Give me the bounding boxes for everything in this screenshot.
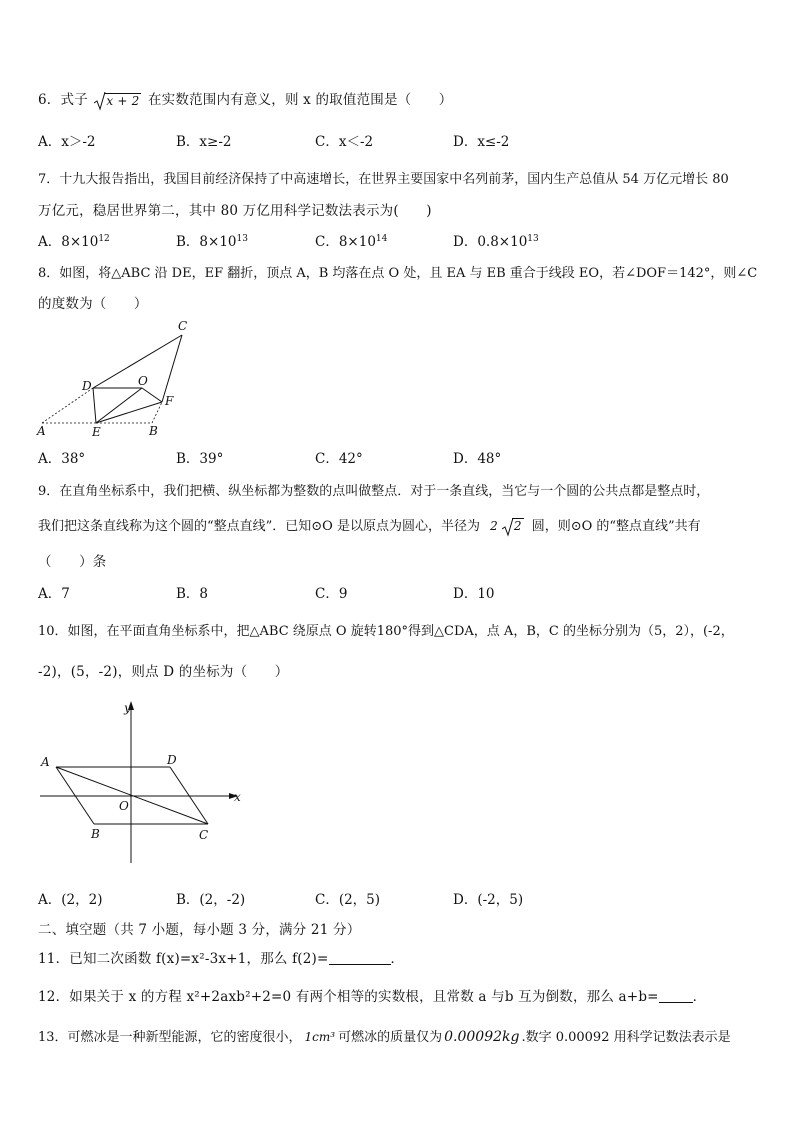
- q9-option-c: C．9: [315, 586, 348, 602]
- label-f: F: [165, 394, 174, 408]
- label-x: x: [234, 790, 241, 804]
- q11-stem: [38, 947, 404, 967]
- q8-stem-line2: 的度数为（ ）: [38, 296, 148, 312]
- q6-option-d: D．x≤-2: [453, 134, 510, 150]
- q8-option-a: A．38°: [38, 451, 86, 467]
- q10-stem-line2: -2)，(5，-2)，则点 D 的坐标为（ ）: [38, 664, 289, 680]
- section-heading: 二、填空题（共 7 小题，每小题 3 分，满分 21 分）: [38, 922, 361, 938]
- q7-stem-line1: 7．十九大报告指出，我国目前经济保持了中高速增长，在世界主要国家中名列前茅，国内生产总值从 54 万亿元增长 80: [38, 172, 729, 187]
- q10-option-b: B．(2，-2): [176, 892, 246, 908]
- q9-option-a: A．7: [38, 586, 70, 602]
- label-o: O: [138, 374, 148, 388]
- q7-option-c-exponent: 14: [375, 234, 388, 244]
- label-origin: O: [119, 799, 129, 813]
- q8-triangle-figure: [34, 315, 194, 440]
- label-a: A: [41, 755, 50, 769]
- q8-stem-line1: 8．如图，将△ABC 沿 DE，EF 翻折，顶点 A，B 均落在点 O 处，且 EA 与 EB 重合于线段 EO，若∠DOF＝142°，则∠C: [38, 266, 758, 281]
- q8-option-d: D．48°: [453, 451, 502, 467]
- q12-text: 12．如果关于 x 的方程 x²+2axb²+2=0 有两个相等的实数根，且常数 a 与b 互为倒数，那么 a+b=: [38, 989, 659, 1005]
- q13-suffix: .数字 0.00092 用科学记数法表示是: [521, 1030, 731, 1045]
- q10-option-a: A．(2，2): [38, 892, 103, 908]
- q9-stem-line1: 9．在直角坐标系中，我们把横、纵坐标都为整数的点叫做整点．对于一条直线，当它与一个圆的公共点都是整点时，: [38, 484, 710, 499]
- label-y: y: [124, 701, 131, 715]
- q7-option-a-exponent: 12: [98, 234, 110, 244]
- q7-option-a: [38, 230, 110, 250]
- q12-stem: [38, 985, 706, 1005]
- q10-stem-line1: 10．如图，在平面直角坐标系中，把△ABC 绕原点 O 旋转180°得到△CDA，点 A，B，C 的坐标分别为（5，2），(-2，: [38, 624, 734, 639]
- label-c: C: [199, 828, 209, 842]
- q6-prefix: 6．式子: [38, 92, 88, 108]
- q9-option-b: B．8: [176, 586, 209, 602]
- q6-stem: [38, 88, 452, 109]
- q13-prefix: 13．可燃冰是一种新型能源，它的密度很小，: [38, 1030, 302, 1045]
- q7-option-b-base: B．8×10: [176, 234, 237, 250]
- q13-middle: 可燃冰的质量仅为: [338, 1030, 443, 1045]
- fold-line-ad: [42, 388, 93, 423]
- q11-answer-blank[interactable]: [329, 952, 391, 965]
- q12-answer-blank[interactable]: [659, 990, 693, 1003]
- q11-end: ．: [390, 951, 405, 967]
- radius-expression: [488, 519, 523, 534]
- q8-option-c: C．42°: [315, 451, 363, 467]
- label-c: C: [178, 319, 188, 333]
- q6-option-b: B．x≥-2: [176, 134, 232, 150]
- q12-end: ．: [692, 989, 707, 1005]
- label-a: A: [37, 424, 46, 438]
- label-e: E: [92, 425, 101, 439]
- q13-mass: 0.00092kg: [444, 1029, 520, 1045]
- radicand: x + 2: [106, 93, 140, 108]
- label-b: B: [91, 827, 100, 841]
- q10-option-c: C．(2，5): [315, 892, 381, 908]
- q7-option-c: [315, 230, 387, 250]
- q9-stem-line2: [38, 515, 701, 534]
- q13-unit: 1cm³: [304, 1030, 336, 1044]
- q13-stem: [38, 1026, 731, 1045]
- q7-option-d: [453, 230, 539, 250]
- q7-option-b: [176, 230, 248, 250]
- sqrt-expression: [94, 93, 141, 109]
- q9-stem-line3: （ ）条: [38, 554, 107, 570]
- q9-line2-prefix: 我们把这条直线称为这个圆的“整点直线”．已知⊙O 是以原点为圆心，半径为: [38, 519, 480, 534]
- radius-sqrt: [502, 519, 524, 534]
- q8-option-b: B．39°: [176, 451, 224, 467]
- radical-sign-icon: [94, 91, 106, 111]
- q7-option-d-base: D．0.8×10: [453, 234, 528, 250]
- q7-stem-line2: 万亿元，稳居世界第二，其中 80 万亿用科学记数法表示为( ): [38, 203, 432, 219]
- q11-text: 11．已知二次函数 f(x)=x²-3x+1，那么 f(2)=: [38, 951, 329, 967]
- q9-option-d: D．10: [453, 586, 495, 602]
- q9-line2-suffix: 圆，则⊙O 的“整点直线”共有: [531, 519, 701, 534]
- q7-option-b-exponent: 13: [236, 234, 248, 244]
- q7-option-d-exponent: 13: [527, 234, 539, 244]
- segment-eo: [96, 388, 142, 423]
- radius-coefficient: 2: [490, 519, 498, 533]
- figure-background: [36, 698, 246, 868]
- label-d: D: [167, 753, 177, 767]
- q7-option-c-base: C．8×10: [315, 234, 376, 250]
- label-b: B: [149, 424, 158, 438]
- q10-option-d: D．(-2，5): [453, 892, 524, 908]
- radius-radicand: 2: [513, 519, 522, 533]
- q6-option-a: A．x＞-2: [38, 134, 96, 150]
- q10-coordinate-figure: [36, 698, 246, 868]
- q6-option-c: C．x＜-2: [315, 134, 374, 150]
- label-d: D: [82, 379, 92, 393]
- segment-de: [93, 388, 96, 423]
- q7-option-a-base: A．8×10: [38, 234, 99, 250]
- segment-ef: [96, 402, 162, 423]
- segment-of: [142, 388, 162, 402]
- q6-suffix: 在实数范围内有意义，则 x 的取值范围是（ ）: [147, 92, 453, 108]
- radical-sign-icon: [502, 517, 514, 537]
